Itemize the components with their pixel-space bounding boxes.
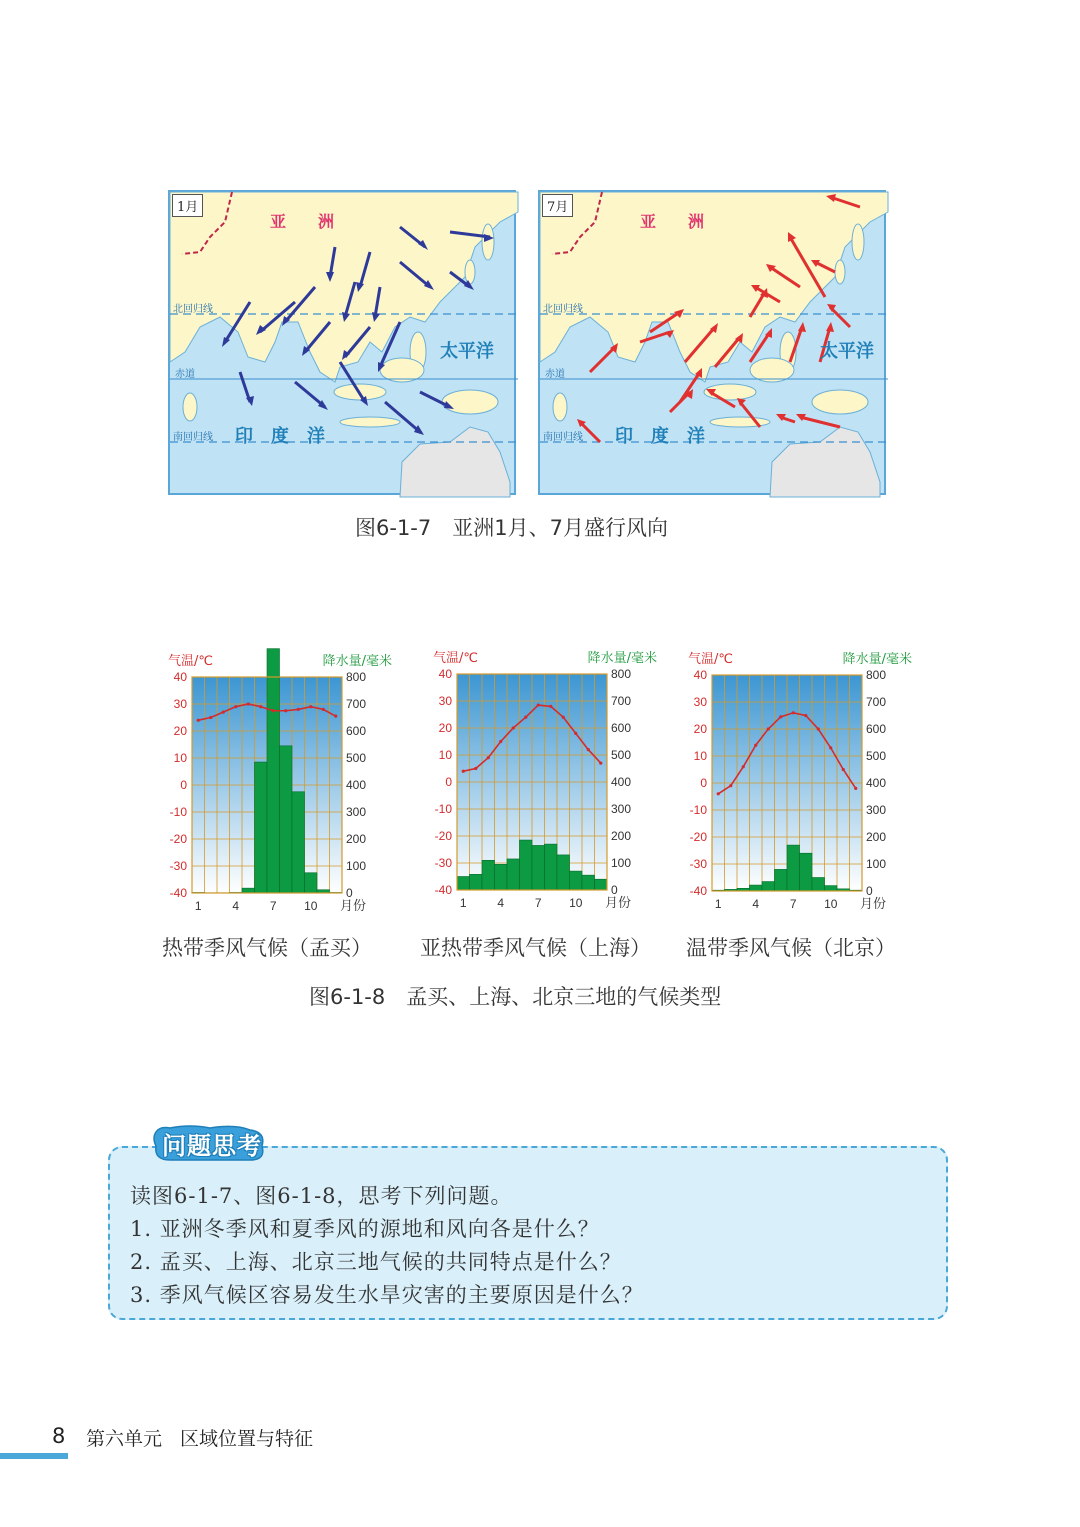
- temp-tick-label: 0: [445, 775, 452, 789]
- x-tick-label: 10: [569, 896, 583, 910]
- temp-tick-label: -30: [169, 859, 187, 873]
- map-january-drawing: [170, 192, 518, 497]
- precip-tick-label: 300: [346, 805, 367, 819]
- temp-point-2: [729, 784, 732, 787]
- map-january: [168, 190, 516, 495]
- map1-equator-label: 赤道: [175, 369, 195, 380]
- precip-bar-12: [595, 879, 608, 890]
- precip-bar-6: [520, 840, 533, 890]
- climate-chart-mumbai: [160, 645, 392, 915]
- x-tick-label: 10: [824, 897, 838, 911]
- temp-point-3: [487, 756, 490, 759]
- climate-chart-beijing: [680, 643, 912, 913]
- think-question-2: 2. 孟买、上海、北京三地气候的共同特点是什么？: [130, 1250, 622, 1274]
- temp-tick-label: 30: [693, 695, 707, 709]
- temp-point-3: [742, 765, 745, 768]
- temp-tick-label: 30: [173, 697, 187, 711]
- precip-bar-9: [812, 878, 825, 892]
- map2-pacific-label: 太平洋: [820, 341, 874, 362]
- precip-tick-label: 100: [611, 856, 632, 870]
- temp-tick-label: -30: [689, 857, 707, 871]
- temp-point-12: [599, 762, 602, 765]
- temp-point-11: [322, 708, 325, 711]
- precip-bar-3: [482, 860, 495, 890]
- precip-bar-8: [545, 844, 558, 890]
- temp-point-9: [297, 708, 300, 711]
- temp-tick-label: -40: [169, 886, 187, 900]
- temp-point-4: [754, 744, 757, 747]
- precip-bar-9: [292, 792, 305, 893]
- precip-axis-label: 降水量/毫米: [587, 651, 657, 666]
- x-axis-label: 月份: [340, 899, 367, 914]
- temp-point-4: [499, 740, 502, 743]
- precip-bar-7: [787, 845, 800, 891]
- temp-axis-label: 气温/℃: [688, 652, 733, 667]
- x-axis-label: 月份: [860, 897, 887, 912]
- climate-chart-shanghai: [425, 642, 657, 912]
- figure1-caption: 图6-1-7 亚洲1月、7月盛行风向: [355, 516, 668, 540]
- precip-bar-5: [242, 888, 255, 893]
- precip-bar-8: [800, 853, 813, 891]
- x-tick-label: 1: [714, 897, 722, 911]
- precip-bar-2: [470, 874, 483, 890]
- precip-tick-label: 0: [866, 884, 873, 898]
- temp-point-4: [234, 705, 237, 708]
- map1-tropic-n-label: 北回归线: [173, 304, 213, 315]
- think-question-1: 1. 亚洲冬季风和夏季风的源地和风向各是什么？: [130, 1217, 600, 1241]
- precip-tick-label: 600: [346, 724, 367, 738]
- precip-tick-label: 200: [611, 829, 632, 843]
- temp-tick-label: -40: [434, 883, 452, 897]
- chart-title-mumbai: 热带季风气候（孟买）: [162, 936, 372, 960]
- precip-tick-label: 500: [866, 749, 887, 763]
- temp-point-8: [284, 709, 287, 712]
- x-tick-label: 7: [789, 897, 797, 911]
- precip-axis-label: 降水量/毫米: [842, 652, 912, 667]
- temp-point-11: [587, 748, 590, 751]
- temp-tick-label: 40: [438, 667, 452, 681]
- precip-tick-label: 200: [346, 832, 367, 846]
- temp-axis-label: 气温/℃: [168, 654, 213, 669]
- page-number: 8: [52, 1424, 66, 1448]
- precip-tick-label: 700: [611, 694, 632, 708]
- map2-tropic-n-label: 北回归线: [543, 304, 583, 315]
- temp-point-3: [222, 711, 225, 714]
- x-tick-label: 7: [534, 896, 542, 910]
- map1-tropic-s-label: 南回归线: [173, 432, 213, 443]
- map-july: [538, 190, 886, 495]
- precip-bar-5: [507, 859, 520, 890]
- temp-axis-label: 气温/℃: [433, 651, 478, 666]
- precip-bar-1: [457, 877, 470, 891]
- temp-point-12: [854, 787, 857, 790]
- precip-tick-label: 300: [611, 802, 632, 816]
- temp-point-1: [462, 770, 465, 773]
- temp-tick-label: -10: [434, 802, 452, 816]
- temp-point-10: [309, 705, 312, 708]
- temp-point-5: [512, 726, 515, 729]
- precip-bar-8: [280, 746, 293, 893]
- chart-title-shanghai: 亚热带季风气候（上海）: [420, 936, 651, 960]
- precip-tick-label: 600: [866, 722, 887, 736]
- temp-point-5: [247, 702, 250, 705]
- precip-bar-4: [750, 885, 763, 891]
- x-axis-label: 月份: [605, 896, 632, 911]
- precip-tick-label: 800: [611, 667, 632, 681]
- temp-tick-label: 10: [438, 748, 452, 762]
- x-tick-label: 10: [304, 899, 318, 913]
- precip-tick-label: 500: [611, 748, 632, 762]
- precip-bar-4: [495, 864, 508, 890]
- temp-point-7: [537, 703, 540, 706]
- map1-indian-label: 印 度 洋: [235, 426, 325, 447]
- map-july-drawing: [540, 192, 888, 497]
- precip-bar-9: [557, 855, 570, 890]
- precip-bar-6: [255, 762, 268, 893]
- x-tick-label: 4: [232, 899, 240, 913]
- temp-tick-label: -20: [689, 830, 707, 844]
- temp-tick-label: 10: [693, 749, 707, 763]
- temp-tick-label: 20: [173, 724, 187, 738]
- temp-point-2: [474, 767, 477, 770]
- precip-bar-6: [775, 869, 788, 891]
- temp-point-7: [272, 709, 275, 712]
- temp-tick-label: -20: [434, 829, 452, 843]
- temp-point-9: [817, 727, 820, 730]
- footer-accent-bar: [0, 1453, 68, 1459]
- temp-point-7: [792, 711, 795, 714]
- temp-tick-label: 10: [173, 751, 187, 765]
- chart-title-beijing: 温带季风气候（北京）: [686, 936, 896, 960]
- temp-tick-label: -10: [169, 805, 187, 819]
- temp-point-6: [779, 715, 782, 718]
- temp-tick-label: -30: [434, 856, 452, 870]
- temp-point-5: [767, 727, 770, 730]
- map1-pacific-label: 太平洋: [440, 341, 494, 362]
- temp-point-9: [562, 716, 565, 719]
- temp-tick-label: 40: [693, 668, 707, 682]
- map2-indian-label: 印 度 洋: [615, 426, 705, 447]
- precip-tick-label: 400: [346, 778, 367, 792]
- precip-tick-label: 200: [866, 830, 887, 844]
- think-intro: 读图6-1-7、图6-1-8，思考下列问题。: [130, 1184, 513, 1208]
- x-tick-label: 4: [497, 896, 505, 910]
- x-tick-label: 1: [459, 896, 467, 910]
- temp-point-8: [804, 714, 807, 717]
- precip-axis-label: 降水量/毫米: [322, 654, 392, 669]
- map2-asia-label: 亚 洲: [640, 212, 705, 231]
- precip-tick-label: 300: [866, 803, 887, 817]
- x-tick-label: 1: [194, 899, 202, 913]
- temp-point-8: [549, 705, 552, 708]
- temp-point-10: [574, 732, 577, 735]
- map1-month-tag: 1月: [172, 194, 203, 217]
- think-question-3: 3. 季风气候区容易发生水旱灾害的主要原因是什么？: [130, 1283, 644, 1307]
- precip-tick-label: 0: [611, 883, 618, 897]
- map2-month-tag: 7月: [542, 194, 573, 217]
- temp-tick-label: -20: [169, 832, 187, 846]
- precip-tick-label: 0: [346, 886, 353, 900]
- temp-tick-label: 40: [173, 670, 187, 684]
- temp-point-12: [334, 715, 337, 718]
- x-tick-label: 4: [752, 897, 760, 911]
- precip-bar-11: [582, 875, 595, 890]
- temp-tick-label: 0: [700, 776, 707, 790]
- map2-equator-label: 赤道: [545, 369, 565, 380]
- precip-bar-5: [762, 882, 775, 891]
- footer-title: 区域位置与特征: [180, 1428, 314, 1450]
- temp-point-2: [209, 716, 212, 719]
- precip-tick-label: 600: [611, 721, 632, 735]
- precip-bar-7: [267, 649, 280, 893]
- think-tab-label: 问题思考: [162, 1132, 262, 1160]
- precip-tick-label: 700: [346, 697, 367, 711]
- x-tick-label: 7: [269, 899, 277, 913]
- temp-point-10: [829, 746, 832, 749]
- precip-tick-label: 400: [611, 775, 632, 789]
- precip-tick-label: 800: [346, 670, 367, 684]
- temp-tick-label: -10: [689, 803, 707, 817]
- temp-point-1: [717, 792, 720, 795]
- temp-point-6: [259, 705, 262, 708]
- temp-point-11: [842, 768, 845, 771]
- precip-bar-10: [305, 873, 318, 893]
- precip-tick-label: 100: [866, 857, 887, 871]
- precip-tick-label: 500: [346, 751, 367, 765]
- temp-point-6: [524, 716, 527, 719]
- temp-tick-label: 30: [438, 694, 452, 708]
- footer-unit: 第六单元: [86, 1428, 163, 1450]
- map1-asia-label: 亚 洲: [270, 212, 335, 231]
- temp-point-1: [197, 719, 200, 722]
- precip-bar-10: [570, 871, 583, 890]
- precip-tick-label: 100: [346, 859, 367, 873]
- precip-tick-label: 400: [866, 776, 887, 790]
- precip-tick-label: 700: [866, 695, 887, 709]
- precip-bar-7: [532, 845, 545, 890]
- temp-tick-label: 20: [693, 722, 707, 736]
- temp-tick-label: -40: [689, 884, 707, 898]
- precip-tick-label: 800: [866, 668, 887, 682]
- precip-bar-10: [825, 886, 838, 891]
- temp-tick-label: 0: [180, 778, 187, 792]
- figure2-caption: 图6-1-8 孟买、上海、北京三地的气候类型: [309, 985, 722, 1009]
- map2-tropic-s-label: 南回归线: [543, 432, 583, 443]
- temp-tick-label: 20: [438, 721, 452, 735]
